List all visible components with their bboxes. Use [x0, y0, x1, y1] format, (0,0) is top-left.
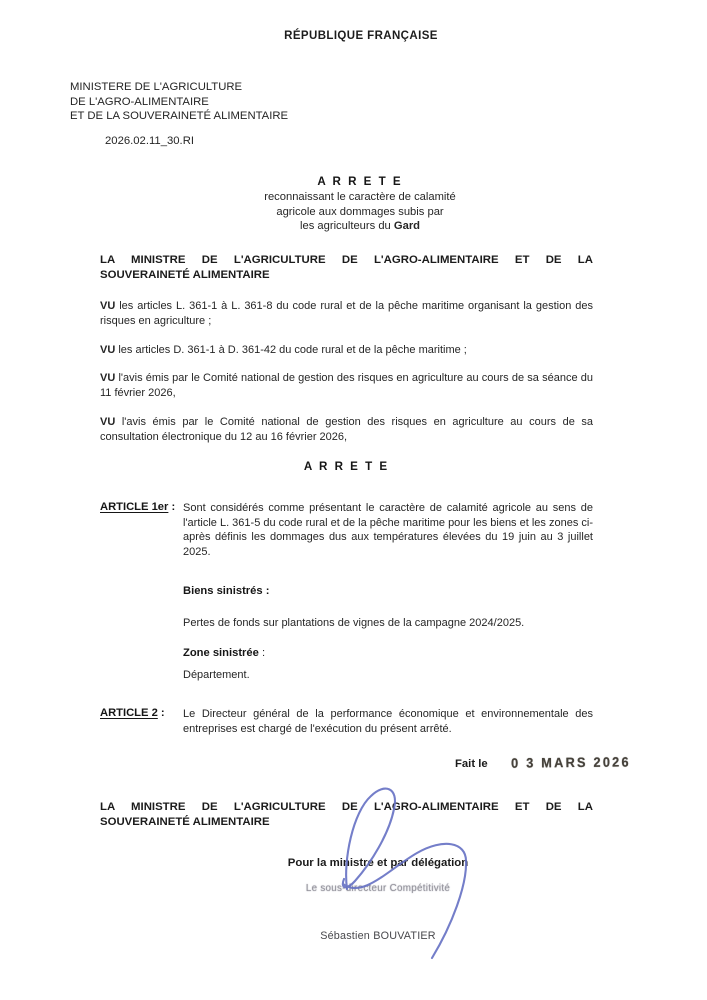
biens-sinistres-label: Biens sinistrés : [183, 585, 270, 597]
decree-subtitle-line-2: agricole aux dommages subis par [276, 205, 444, 218]
minister-heading-signature [100, 800, 593, 830]
republique-francaise-title: RÉPUBLIQUE FRANÇAISE [284, 30, 438, 42]
ministry-line-3: ET DE LA SOUVERAINETÉ ALIMENTAIRE [70, 110, 289, 123]
sous-directeur-title: Le sous-directeur Compétitivité [305, 883, 451, 894]
minister-heading-line-1: LA MINISTRE DE L'AGRICULTURE DE L'AGRO-ALIMENTAIRE ET DE LA [100, 254, 593, 266]
decree-subtitle-line-3: les agriculteurs du Gard [299, 220, 421, 233]
article-1-label: ARTICLE 1er : [100, 501, 176, 513]
vu-paragraph-3: VU l'avis émis par le Comité national de gestion des risques en agriculture au cours de sa séance du 11 février 2026, [100, 372, 593, 399]
decree-subtitle-line-1: reconnaissant le caractère de calamité [264, 191, 456, 204]
decree-title-block [130, 175, 590, 234]
vu-paragraph-2: VU les articles D. 361-1 à D. 361-42 du code rural et de la pêche maritime ; [100, 344, 467, 356]
ministry-line-2: DE L'AGRO-ALIMENTAIRE [70, 95, 209, 108]
vu-label: VU [100, 372, 116, 384]
fait-le-label: Fait le [455, 758, 488, 770]
signatory-name: Sébastien BOUVATIER [320, 930, 436, 942]
minister-heading-line-1: LA MINISTRE DE L'AGRICULTURE DE L'AGRO-ALIMENTAIRE ET DE LA [100, 801, 593, 813]
department-name: Gard [393, 220, 421, 233]
vu-paragraph-1: VU les articles L. 361-1 à L. 361-8 du code rural et de la pêche maritime organisant la gestion des risques en agriculture ; [100, 300, 593, 327]
arrete-heading-middle: A R R E T E [303, 460, 390, 473]
minister-heading-line-2: SOUVERAINETÉ ALIMENTAIRE [100, 269, 270, 281]
ministry-line-1: MINISTERE DE L'AGRICULTURE [70, 81, 243, 93]
vu-paragraph-4: VU l'avis émis par le Comité national de gestion des risques en agriculture au cours de sa consultation électronique du 12 au 16 février 2026, [100, 416, 593, 443]
article-1-text: Sont considérés comme présentant le caractère de calamité agricole au sens de l'article L. 361-5 du code rural et de la pêche maritime pour les biens et les zones ci-après définis les dommages dus aux températures élevées du 19 juin au 3 juillet 2025. [183, 502, 593, 558]
zone-sinistree-text: Département. [183, 669, 250, 681]
minister-heading [100, 253, 593, 283]
vu-label: VU [100, 416, 116, 428]
zone-sinistree-label: Zone sinistrée : [183, 647, 266, 659]
delegation-line: Pour la ministre et par délégation [287, 857, 469, 869]
vu-label: VU [100, 300, 116, 312]
arrete-heading-top: A R R E T E [317, 175, 403, 188]
minister-heading-line-2: SOUVERAINETÉ ALIMENTAIRE [100, 816, 270, 828]
date-stamp: 0 3 MARS 2026 [511, 753, 631, 771]
article-2-text: Le Directeur général de la performance économique et environnementale des entreprises est chargé de l'exécution du présent arrêté. [183, 708, 593, 735]
ministry-block [70, 80, 288, 124]
vu-label: VU [100, 344, 116, 356]
biens-sinistres-text: Pertes de fonds sur plantations de vignes de la campagne 2024/2025. [183, 617, 525, 629]
article-2-label: ARTICLE 2 : [100, 707, 165, 719]
document-reference-number: 2026.02.11_30.RI [105, 135, 194, 147]
